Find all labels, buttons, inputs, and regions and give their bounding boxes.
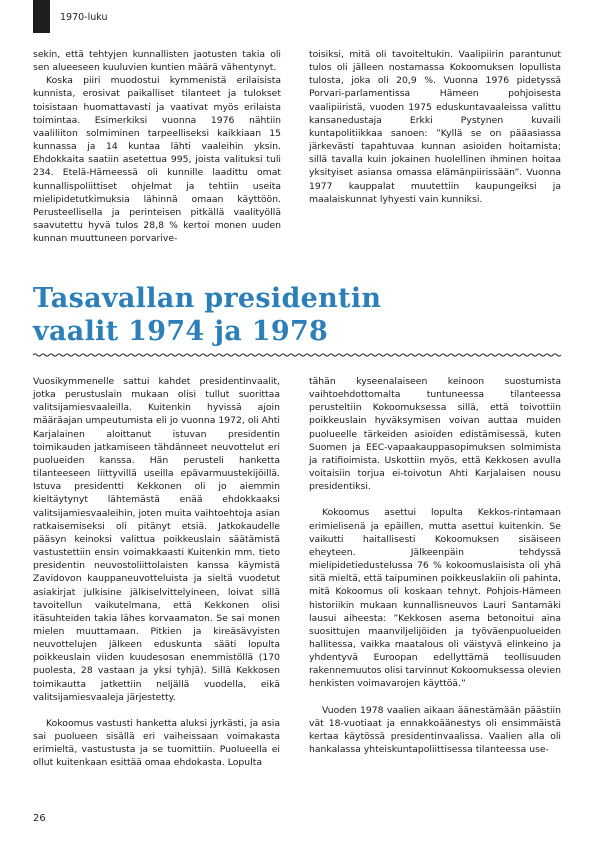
- chapter-tab-marker: [33, 0, 50, 33]
- heading-line-1: Tasavallan presidentin: [33, 283, 382, 314]
- paragraph: sekin, että tehtyjen kunnallisten jaotusten takia oli sen alueeseen kuuluvien kuntien määrä vähentynyt.: [33, 49, 281, 74]
- running-header: 1970-luku: [60, 12, 108, 23]
- page-number: 26: [33, 813, 46, 824]
- paragraph: Kokoomus asettui lopulta Kekkos-rintamaan erimielisenä ja epäillen, mutta asettui kuitenkin. Se vaikutti haitallisesti Kokoomuksen sisäiseen eheyteen. Jälkeenpäin tehdyssä mielipidetiedustelussa 76 % kokoomuslaisista oli yhä sitä mieltä, että taipuminen poikkeuslakiin oli pahinta, mitä Kokoomus oli koskaan tehnyt. Pohjois-Hämeen historiikin mukaan kunnallisneuvos Lauri Santamäki lausui aiheesta: ”Kekkosen asema betonoitui aina suosittujen maanviljelijöiden ja työväenpuolueiden hallitessa, vaikka maatalous oli väistyvä elinkeino ja yhdentyvä Euroopan edellyttämä teollisuuden rakennemuutos olisi tarvinnut Kokoomuksessa olevien henkisten voimavarojen käyttöä.”: [309, 507, 561, 690]
- paragraph: Vuosikymmenelle sattui kahdet presidentinvaalit, jotka perustuslain mukaan olisi tullut suorittaa valitsijamiesvaaleilla. Kuitenkin hyvissä ajoin määräajan umpeutumista eli jo vuonna 1972, oli Ahti Karjalainen aloittanut istuvan presidentin toimikauden jatkamiseen tähdänneet neuvottelut eri puolueiden kanssa. Hän perusteli hanketta tilanteeseen liittyvillä useilla epävarmuustekijöillä. Istuva presidentti Kekkonen oli jo aiemmin kieltäytynyt lähtemästä enää ehdokkaaksi valitsijamiesvaaleihin, joten muita vaihtoehtoja asian ratkaisemiseksi oli pitänyt etsiä. Jatkokaudelle pääsyn keinoksi valittua poikkeuslain säätämistä vastustettiin ensin voimakkaasti Kuitenkin mm. tieto presidentin neuvostoliittolaisten kanssa käymistä Zavidovon kauppaneuvotteluista ja sieltä vuodetut asiakirjat julkisine jälkiselvittelyineen, loivat sillä tavoitellun vaikutelmana, että Kekkonen olisi itäsuhteiden takia lähes korvaamaton. Se sai monen mielen muuttamaan. Pitkien ja kireäsävyisten neuvottelujen jälkeen eduskunta sääti lopulta poikkeuslain viiden kuudesosan enemmistöllä (170 puolesta, 28 vastaan ja yksi tyhjä). Sillä Kekkosen toimikautta jatkettiin neljällä vuodella, eikä valitsijamiesvaaleja järjestetty.: [33, 376, 280, 703]
- paragraph: tähän kyseenalaiseen keinoon suostumista vaihtoehdottomalta tuntuneessa tilanteessa perusteltiin Kokoomuksessa sillä, että toivottiin poikkeuslain hyväksymisen voivan auttaa muiden puolueelle tärkeiden asioiden edistämisessä, kuten Suomen ja EEC-vapaakauppasopimuksen solmimista ja ratifioimista. Uskottiin myös, että Kekkosen avulla voitaisiin torjua ei-toivotun Ahti Karjalaisen nousu presidentiksi.: [309, 376, 561, 493]
- paragraph: Kokoomus vastusti hanketta aluksi jyrkästi, ja asia sai puolueen sisällä eri vaiheissaan voimakasta erimieltä, vastustusta ja se tuomittiin. Puolueella ei ollut kuitenkaan esittää omaa ehdokasta. Lopulta: [33, 717, 280, 769]
- paragraph: toisiksi, mitä oli tavoiteltukin. Vaalipiirin parantunut tulos oli jälleen nostamassa Kokoomuksen lopullista tulosta, joka oli 20,9 %. Vuonna 1976 pidetyssä Porvari-parlamentissa Hämeen pohjoisesta vaalipiiristä, vuoden 1975 eduskuntavaaleissa valittu kansanedustaja Erkki Pystynen kuvaili kuntapolitiikkaa sanoen: ”Kyllä se on pääasiassa järkevästi tapahtuvaa kunnan asioiden hoitamista; sillä tavalla kuin jokainen huolellinen ihminen hoitaa yksityiset asiansa omassa elämänpiirissään”. Vuonna 1977 kauppalat muutettiin kaupungeiksi ja maalaiskunnat lyhyesti vain kunniksi.: [309, 49, 561, 205]
- wavy-divider: [33, 350, 561, 360]
- top-left-column: [33, 48, 281, 245]
- paragraph: Vuoden 1978 vaalien aikaan äänestämään päästiin vät 18-vuotiaat ja ennakkoäänestys oli ensimmäistä kertaa käytössä presidentinvaalissa. Vaalien alla oli hankalassa yhteiskuntapoliittisessa tilanteessa use-: [309, 704, 561, 756]
- paragraph: Koska piiri muodostui kymmenistä erilaisista kunnista, erosivat paikalliset tilanteet ja tulokset toisistaan huomattavasti ja vaativat myös erilaista toimintaa. Esimerkiksi vuonna 1976 nähtiin vaaliliiton solmiminen tarpeelliseksi kaikkiaan 15 kunnassa ja 14 kuntaa lähti vaaleihin yksin. Ehdokkaita saatiin asetettua 995, joista valituksi tuli 234. Etelä-Hämeessä oli kunnille laadittu omat kunnallispoliittiset ohjelmat ja tehtiin useita mielipidetutkimuksia lähinnä omaan käyttöön. Perusteellisella ja perinteisen pitkällä vaalityöllä saavutettu hyvä tulos 28,8 % kertoi monen uuden kunnan muuttuneen porvarive-: [33, 75, 281, 245]
- top-right-column: [309, 48, 561, 206]
- heading-line-2: vaalit 1974 ja 1978: [33, 316, 329, 347]
- section-heading: [33, 282, 573, 348]
- body-right-column: [309, 375, 561, 756]
- body-left-column: [33, 375, 280, 770]
